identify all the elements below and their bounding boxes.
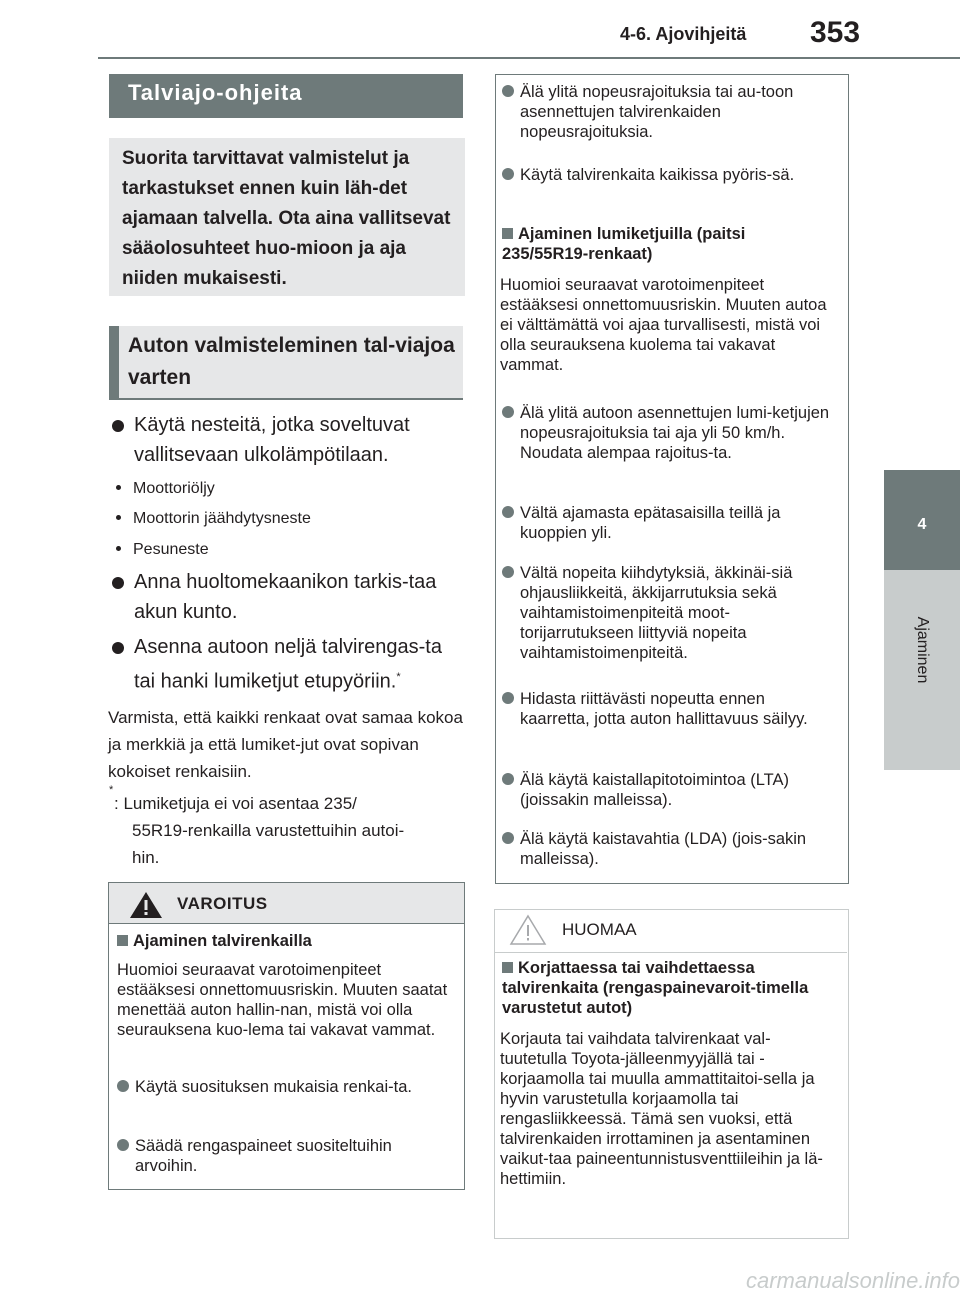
prep-heading-rule	[109, 398, 463, 400]
note-heading: Korjattaessa tai vaihdettaessa talvirenkaita (rengaspainevaroit-timella varustetut autot)	[502, 959, 809, 1017]
bullet-text: Asenna autoon neljä talvirengas-ta tai hanki lumiketjut etupyöriin.*	[134, 636, 442, 693]
warning-item: Säädä rengaspaineet suositeltuihin arvoihin.	[117, 1136, 451, 1176]
section-title: 4-6. Ajovihjeitä	[620, 24, 747, 44]
circle-bullet-icon	[502, 832, 514, 844]
bullet-text: Anna huoltomekaanikon tarkis-taa akun kunto.	[134, 571, 437, 623]
warning-heading: Ajaminen talvirenkailla	[117, 931, 457, 951]
circle-bullet-icon	[502, 168, 514, 180]
chains-item: Vältä nopeita kiihdytyksiä, äkkinäi-siä ohjausliikkeitä, äkkijarrutuksia sekä vaihtamistoimenpiteitä moot-torijarrutukseen liittyviä nopeita vaihtamistoimenpiteitä.	[502, 563, 836, 663]
fluid-item: Moottorin jäähdytysneste	[116, 510, 311, 528]
chapter-label: Ajaminen	[914, 616, 931, 684]
warning-item: Älä ylitä nopeusrajoituksia tai au-toon asennettujen talvirenkaiden nopeusrajoituksia.	[502, 82, 836, 142]
footnote-mark: *	[109, 784, 114, 796]
chains-item: Älä käytä kaistallapitotoimintoa (LTA) (joissakin malleissa).	[502, 770, 836, 810]
circle-bullet-icon	[502, 773, 514, 785]
small-bullet-icon	[116, 546, 121, 551]
square-bullet-icon	[117, 935, 128, 946]
chains-item: Hidasta riittävästi nopeutta ennen kaarretta, jotta auton hallittavuus säilyy.	[502, 689, 836, 729]
chains-heading: Ajaminen lumiketjuilla (paitsi 235/55R19-renkaat)	[502, 225, 746, 263]
warning-body: Huomioi seuraavat varotoimenpiteet estääksesi onnettomuusriskin. Muuten saatat menettää auton hallin-nan, mistä voi olla seurauksena kuo-lema tai vakavat vammat.	[117, 961, 448, 1039]
bullet-dot-icon	[112, 420, 124, 432]
circle-bullet-icon	[117, 1139, 129, 1151]
bullet-dot-icon	[112, 642, 124, 654]
bullet-tires	[112, 632, 462, 697]
caution-triangle-icon	[508, 913, 548, 947]
circle-bullet-icon	[502, 566, 514, 578]
page-title: Talviajo-ohjeita	[128, 80, 303, 105]
tire-paragraph: Varmista, että kaikki renkaat ovat samaa kokoa ja merkkiä ja että lumiket-jut ovat sopivan kokoiset renkaisiin.	[108, 708, 463, 781]
bullet-text: Käytä nesteitä, jotka soveltuvat vallitsevaan ulkolämpötilaan.	[134, 414, 410, 466]
warning-box-continued	[495, 74, 849, 884]
small-bullet-icon	[116, 515, 121, 520]
circle-bullet-icon	[502, 506, 514, 518]
warning-title: VAROITUS	[177, 894, 268, 913]
chains-body: Huomioi seuraavat varotoimenpiteet estääksesi onnettomuusriskin. Muuten autoa ei välttämättä voi ajaa turvallisesti, mistä voi olla seurauksena kuolema tai vakavat vammat.	[500, 276, 827, 374]
circle-bullet-icon	[117, 1080, 129, 1092]
square-bullet-icon	[502, 228, 513, 239]
chains-item: Vältä ajamasta epätasaisilla teillä ja kuoppien yli.	[502, 503, 836, 543]
intro-text: Suorita tarvittavat valmistelut ja tarkastukset ennen kuin läh-det ajamaan talvella. Ota aina vallitsevat sääolosuhteet huo-mioon ja aja niiden mukaisesti.	[122, 148, 451, 289]
fluid-item: Moottoriöljy	[116, 480, 215, 498]
prep-heading-accent	[109, 326, 119, 398]
circle-bullet-icon	[502, 406, 514, 418]
warning-item: Käytä suosituksen mukaisia renkai-ta.	[117, 1077, 451, 1097]
circle-bullet-icon	[502, 692, 514, 704]
small-bullet-icon	[116, 485, 121, 490]
chains-item: Älä käytä kaistavahtia (LDA) (jois-sakin malleissa).	[502, 829, 836, 869]
prep-heading: Auton valmisteleminen tal-viajoa varten	[128, 334, 455, 389]
circle-bullet-icon	[502, 85, 514, 97]
bullet-battery	[112, 567, 462, 627]
footnote-ref: *	[396, 671, 401, 683]
chapter-number: 4	[917, 516, 927, 533]
fluid-item: Pesuneste	[116, 541, 209, 559]
note-title: HUOMAA	[562, 920, 637, 939]
warning-item: Käytä talvirenkaita kaikissa pyöris-sä.	[502, 165, 836, 185]
square-bullet-icon	[502, 962, 513, 973]
header-rule	[98, 57, 960, 59]
page-number: 353	[809, 16, 861, 49]
bullet-dot-icon	[112, 577, 124, 589]
chains-item: Älä ylitä autoon asennettujen lumi-ketjujen nopeusrajoituksia tai aja yli 50 km/h. Noudata alempaa rajoitus-ta.	[502, 403, 836, 463]
warning-triangle-icon	[128, 890, 164, 920]
note-body: Korjauta tai vaihdata talvirenkaat val-tuutetulla Toyota-jälleenmyyjällä tai -korjaamolla tai muulla ammattitaitoi-sella ja hyvin varustetulla korjaamolla tai rengasliikkeessä. Tämä sen vuoksi, että talvirenkaiden irrottaminen ja asentaminen vaikut-taa paineentunnistusventtiileihin ja lä-hettimiin.	[500, 1030, 823, 1188]
site-watermark: carmanualsonline.info	[745, 1268, 960, 1293]
footnote: : Lumiketjuja ei voi asentaa 235/ 55R19-renkailla varustettuihin autoi- hin.	[114, 794, 405, 867]
bullet-fluids	[112, 410, 462, 470]
